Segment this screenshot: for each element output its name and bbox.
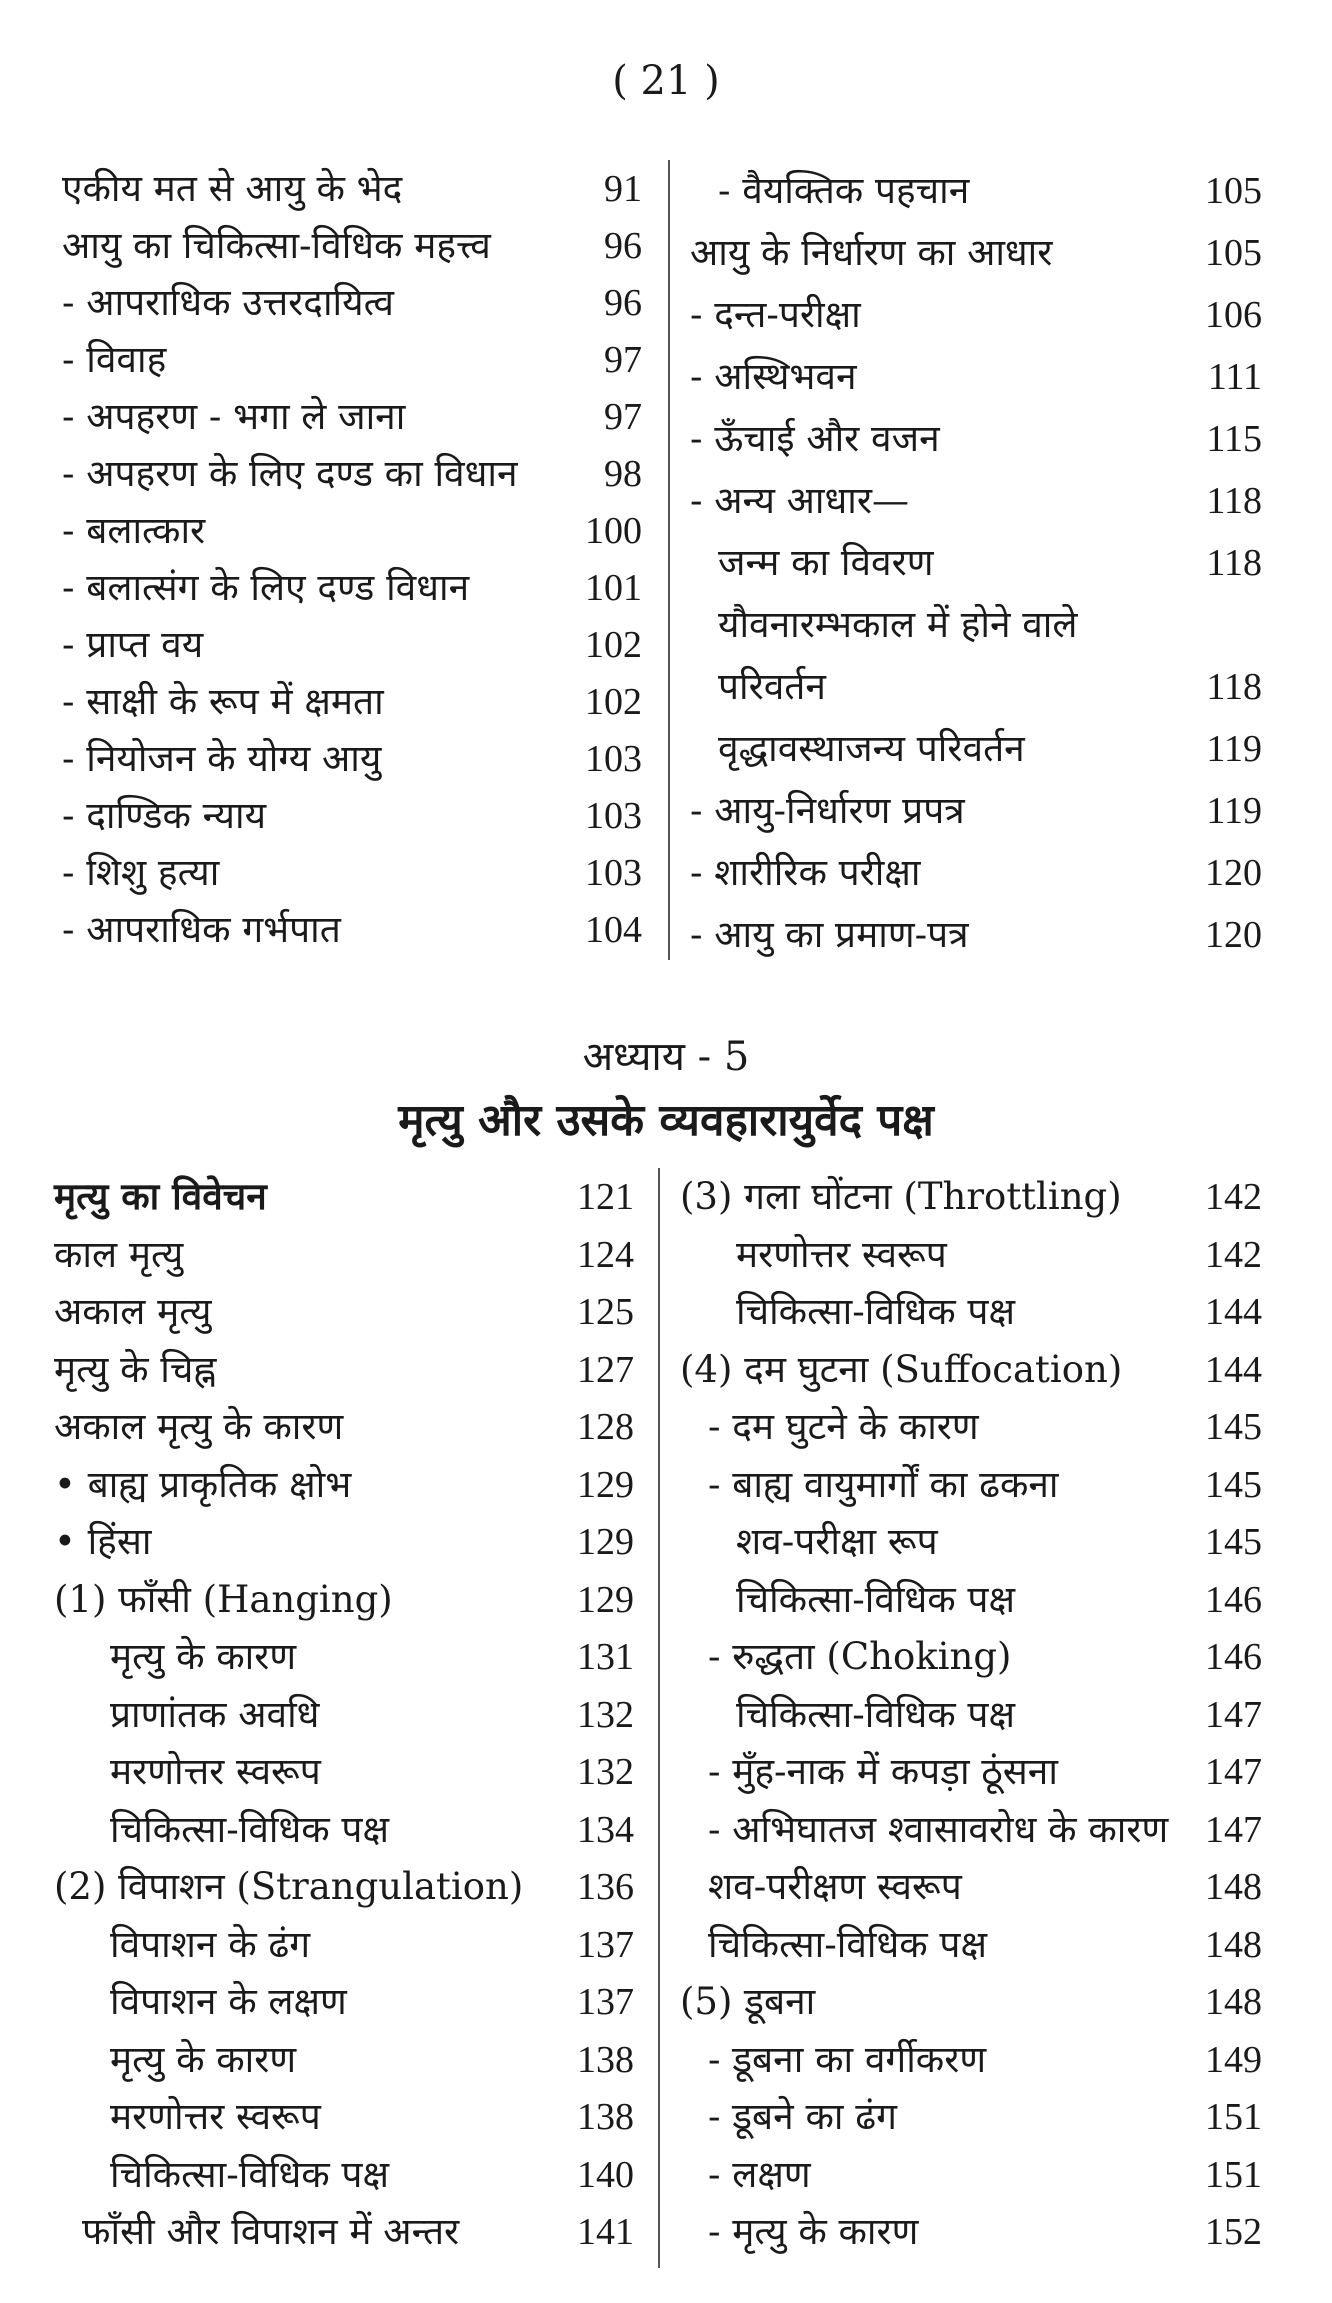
toc-entry-title: - लक्षण	[708, 2152, 811, 2196]
toc-entry	[54, 1168, 634, 1226]
toc-entry	[680, 1858, 1262, 1916]
toc-entry	[54, 1973, 634, 2031]
toc-entry	[680, 1686, 1262, 1744]
toc-entry	[54, 1858, 634, 1916]
toc-entry-title: चिकित्सा-विधिक पक्ष	[736, 1577, 1015, 1621]
toc-entry-page: 138	[577, 2038, 634, 2081]
toc-entry	[690, 160, 1262, 222]
toc-entry-page: 132	[577, 1693, 634, 1736]
toc-entry-page: 98	[604, 453, 642, 495]
toc-entry-title: - बलात्कार	[62, 509, 206, 552]
toc-entry-title: - दन्त-परीक्षा	[690, 293, 861, 336]
toc-entry	[680, 1456, 1262, 1514]
toc-entry	[54, 1513, 634, 1571]
toc-bottom-right-column	[680, 1168, 1262, 2261]
toc-entry	[690, 222, 1262, 284]
toc-entry-title: - आयु-निर्धारण प्रपत्र	[690, 789, 965, 832]
toc-entry-page: 145	[1205, 1463, 1262, 1506]
toc-entry-title: - विवाह	[62, 338, 167, 381]
toc-entry	[54, 2031, 634, 2089]
toc-entry-page: 127	[577, 1348, 634, 1391]
toc-entry-page: 136	[577, 1866, 634, 1908]
toc-entry-page: 148	[1205, 1866, 1262, 1908]
toc-entry-page: 120	[1205, 852, 1262, 894]
toc-entry-title: मृत्यु के कारण	[110, 1635, 297, 1678]
toc-entry-title: प्राणांतक अवधि	[110, 1692, 320, 1736]
toc-entry-page: 145	[1205, 1406, 1262, 1448]
toc-entry	[690, 904, 1262, 966]
toc-entry-title: आयु के निर्धारण का आधार	[690, 231, 1053, 274]
toc-entry	[62, 673, 642, 730]
toc-entry-page: 106	[1205, 294, 1262, 336]
toc-entry	[690, 532, 1262, 594]
toc-entry-title: चिकित्सा-विधिक पक्ष	[708, 1922, 987, 1966]
toc-entry-title: (3) गला घोंटना (Throttling)	[680, 1175, 1122, 1218]
toc-entry-page: 147	[1205, 1808, 1262, 1851]
toc-entry-page: 146	[1205, 1578, 1262, 1621]
toc-entry	[680, 1283, 1262, 1341]
toc-entry-page: 118	[1206, 542, 1262, 584]
toc-entry	[62, 502, 642, 559]
toc-entry	[62, 274, 642, 331]
toc-entry	[62, 901, 642, 958]
toc-entry-title: चिकित्सा-विधिक पक्ष	[736, 1290, 1015, 1333]
toc-entry-page: 119	[1206, 728, 1262, 770]
toc-entry-title: - आपराधिक गर्भपात	[62, 908, 341, 951]
toc-entry-title: - अन्य आधार—	[690, 479, 909, 522]
toc-entry-title: - डूबने का ढंग	[708, 2095, 897, 2138]
toc-entry-page: 97	[604, 396, 642, 438]
toc-entry-page: 147	[1205, 1693, 1262, 1736]
toc-entry	[680, 1513, 1262, 1571]
toc-entry-title: - रुद्धता (Choking)	[708, 1635, 1012, 1678]
toc-entry-page: 111	[1207, 356, 1262, 398]
toc-entry-title: - आयु का प्रमाण-पत्र	[690, 913, 969, 956]
toc-entry-page: 118	[1206, 666, 1262, 708]
toc-entry-page: 96	[604, 225, 642, 267]
toc-entry-page: 137	[577, 1923, 634, 1966]
toc-entry-page: 138	[577, 2096, 634, 2138]
toc-entry	[680, 1341, 1262, 1399]
toc-entry-title: - वैयक्तिक पहचान	[718, 169, 970, 212]
toc-entry	[62, 844, 642, 901]
toc-entry-page: 124	[577, 1233, 634, 1276]
toc-entry	[54, 2146, 634, 2204]
chapter-label: अध्याय - 5	[582, 1034, 750, 1080]
toc-entry	[680, 1916, 1262, 1974]
toc-entry-page: 115	[1206, 418, 1262, 460]
toc-entry	[62, 730, 642, 787]
toc-entry-title: मृत्यु के चिह्न	[54, 1347, 217, 1391]
toc-entry-title: - शारीरिक परीक्षा	[690, 851, 921, 894]
toc-entry-title: - बाह्य वायुमार्गों का ढकना	[708, 1462, 1059, 1506]
toc-entry	[54, 2203, 634, 2261]
toc-entry-title: - दम घुटने के कारण	[708, 1405, 979, 1448]
toc-entry	[680, 2088, 1262, 2146]
toc-entry	[62, 787, 642, 844]
toc-entry-page: 121	[577, 1176, 634, 1218]
toc-entry-title: आयु का चिकित्सा-विधिक महत्त्व	[62, 224, 491, 267]
toc-entry-page: 91	[604, 168, 642, 210]
toc-entry-title: (4) दम घुटना (Suffocation)	[680, 1347, 1123, 1391]
toc-entry	[680, 1801, 1262, 1859]
toc-entry-page: 134	[577, 1808, 634, 1851]
toc-entry-title: विपाशन के लक्षण	[110, 1980, 347, 2023]
toc-entry-page: 105	[1205, 232, 1262, 274]
toc-entry-page: 141	[577, 2211, 634, 2253]
toc-entry	[690, 842, 1262, 904]
toc-entry	[680, 1973, 1262, 2031]
toc-entry-title: - बलात्संग के लिए दण्ड विधान	[62, 566, 470, 609]
toc-entry-title: (5) डूबना	[680, 1980, 816, 2023]
toc-entry-title: - ऊँचाई और वजन	[690, 417, 940, 460]
toc-entry-title: - मुँह-नाक में कपड़ा ठूंसना	[708, 1750, 1058, 1793]
toc-entry-page: 125	[577, 1291, 634, 1333]
toc-entry-title: - दाण्डिक न्याय	[62, 794, 267, 837]
toc-entry	[62, 160, 642, 217]
toc-entry-page: 104	[585, 909, 642, 951]
toc-entry-title: - मृत्यु के कारण	[708, 2210, 919, 2253]
toc-entry-page: 140	[577, 2153, 634, 2196]
toc-entry-page: 120	[1205, 914, 1262, 956]
toc-entry-page: 103	[585, 738, 642, 780]
column-divider-top	[668, 160, 670, 960]
toc-entry-title: मरणोत्तर स्वरूप	[736, 1232, 947, 1276]
toc-entry-title: चिकित्सा-विधिक पक्ष	[736, 1692, 1015, 1736]
toc-entry-title: शव-परीक्षण स्वरूप	[708, 1865, 962, 1908]
toc-entry	[54, 2088, 634, 2146]
toc-entry	[680, 1628, 1262, 1686]
toc-entry-page: 119	[1206, 790, 1262, 832]
toc-entry-title: एकीय मत से आयु के भेद	[62, 167, 403, 210]
toc-entry-page: 96	[604, 282, 642, 324]
toc-entry-page: 148	[1205, 1923, 1262, 1966]
toc-entry-title: अकाल मृत्यु के कारण	[54, 1405, 344, 1448]
toc-entry-title: मरणोत्तर स्वरूप	[110, 2095, 321, 2138]
toc-entry	[680, 1168, 1262, 1226]
toc-entry-page: 142	[1205, 1176, 1262, 1218]
toc-entry-title: चिकित्सा-विधिक पक्ष	[110, 1807, 389, 1851]
toc-entry-title: - शिशु हत्या	[62, 851, 220, 894]
toc-entry	[62, 559, 642, 616]
toc-entry-title: यौवनारम्भकाल में होने वाले	[718, 603, 1078, 646]
page-number: ( 21 )	[612, 58, 720, 104]
toc-entry	[680, 1398, 1262, 1456]
toc-entry-title: फाँसी और विपाशन में अन्तर	[82, 2210, 460, 2253]
toc-entry-page: 129	[577, 1521, 634, 1563]
toc-entry-title: वृद्धावस्थाजन्य परिवर्तन	[718, 727, 1025, 770]
toc-entry	[680, 2203, 1262, 2261]
toc-entry-page: 132	[577, 1751, 634, 1793]
toc-entry-title: - अभिघातज श्वासावरोध के कारण	[708, 1807, 1169, 1851]
toc-entry	[680, 1743, 1262, 1801]
toc-entry-page: 151	[1205, 2096, 1262, 2138]
toc-entry	[54, 1283, 634, 1341]
toc-entry-title: अकाल मृत्यु	[54, 1290, 212, 1333]
toc-entry	[680, 1571, 1262, 1629]
toc-entry-title: - साक्षी के रूप में क्षमता	[62, 680, 384, 723]
toc-entry	[54, 1456, 634, 1514]
toc-top-right-column	[690, 160, 1262, 966]
toc-top-left-column	[62, 160, 642, 958]
chapter-title: मृत्यु और उसके व्यवहारायुर्वेद पक्ष	[398, 1095, 934, 1146]
toc-entry-page: 131	[577, 1636, 634, 1678]
toc-entry-page: 144	[1205, 1291, 1262, 1333]
toc-entry	[62, 217, 642, 274]
toc-bottom-section	[0, 1168, 1332, 2278]
toc-entry-page: 97	[604, 339, 642, 381]
toc-entry-title: • बाह्य प्राकृतिक क्षोभ	[54, 1462, 352, 1506]
toc-entry	[690, 594, 1262, 656]
toc-entry-page: 103	[585, 852, 642, 894]
toc-entry	[690, 408, 1262, 470]
toc-entry-title: - आपराधिक उत्तरदायित्व	[62, 281, 394, 324]
toc-entry-title: - डूबना का वर्गीकरण	[708, 2037, 987, 2081]
toc-entry-title: - अपहरण के लिए दण्ड का विधान	[62, 452, 518, 495]
toc-entry-page: 152	[1205, 2211, 1262, 2253]
toc-entry-page: 100	[585, 510, 642, 552]
toc-entry-title: (1) फाँसी (Hanging)	[54, 1577, 393, 1621]
toc-entry-title: - अस्थिभवन	[690, 355, 857, 398]
toc-entry-title: चिकित्सा-विधिक पक्ष	[110, 2152, 389, 2196]
toc-entry-page: 129	[577, 1578, 634, 1621]
toc-entry	[54, 1916, 634, 1974]
toc-entry-page: 101	[585, 567, 642, 609]
toc-entry-page: 102	[585, 624, 642, 666]
toc-entry	[54, 1398, 634, 1456]
toc-entry-title: शव-परीक्षा रूप	[736, 1520, 938, 1563]
toc-entry	[54, 1743, 634, 1801]
toc-entry-title: - अपहरण - भगा ले जाना	[62, 395, 406, 438]
toc-entry-page: 144	[1205, 1348, 1262, 1391]
toc-top-section	[0, 160, 1332, 960]
toc-entry	[690, 780, 1262, 842]
toc-entry-page: 145	[1205, 1521, 1262, 1563]
toc-entry	[54, 1686, 634, 1744]
toc-entry	[54, 1226, 634, 1284]
toc-entry-title: मरणोत्तर स्वरूप	[110, 1750, 321, 1793]
toc-entry	[62, 445, 642, 502]
toc-entry	[62, 616, 642, 673]
toc-entry-page: 103	[585, 795, 642, 837]
toc-entry-page: 118	[1206, 480, 1262, 522]
toc-bottom-left-column	[54, 1168, 634, 2261]
toc-entry-title: - प्राप्त वय	[62, 623, 204, 666]
toc-entry-page: 148	[1205, 1981, 1262, 2023]
toc-entry	[62, 388, 642, 445]
toc-entry-title: मृत्यु के कारण	[110, 2037, 297, 2081]
toc-entry-title: काल मृत्यु	[54, 1232, 184, 1276]
toc-entry	[680, 2031, 1262, 2089]
column-divider-bottom	[658, 1168, 660, 2268]
toc-entry-title: (2) विपाशन (Strangulation)	[54, 1865, 524, 1908]
toc-entry	[62, 331, 642, 388]
toc-entry	[690, 656, 1262, 718]
toc-entry	[690, 284, 1262, 346]
toc-entry-title: जन्म का विवरण	[718, 541, 934, 584]
toc-entry-title: मृत्यु का विवेचन	[54, 1174, 267, 1218]
toc-entry-page: 102	[585, 681, 642, 723]
toc-entry	[680, 2146, 1262, 2204]
toc-entry-page: 142	[1205, 1233, 1262, 1276]
toc-entry	[54, 1341, 634, 1399]
toc-entry	[680, 1226, 1262, 1284]
toc-entry-page: 128	[577, 1406, 634, 1448]
toc-entry-title: - नियोजन के योग्य आयु	[62, 737, 382, 780]
toc-entry-page: 105	[1205, 170, 1262, 212]
toc-entry-page: 146	[1205, 1636, 1262, 1678]
toc-entry-title: • हिंसा	[54, 1520, 152, 1563]
toc-entry-page: 129	[577, 1463, 634, 1506]
toc-entry	[690, 718, 1262, 780]
toc-entry-title: विपाशन के ढंग	[110, 1922, 311, 1966]
toc-entry-page: 147	[1205, 1751, 1262, 1793]
toc-entry-page: 149	[1205, 2038, 1262, 2081]
toc-entry	[690, 346, 1262, 408]
toc-entry	[54, 1801, 634, 1859]
toc-entry	[54, 1571, 634, 1629]
toc-entry-page: 151	[1205, 2153, 1262, 2196]
toc-entry	[690, 470, 1262, 532]
toc-entry-title: परिवर्तन	[718, 665, 826, 708]
toc-entry-page: 137	[577, 1981, 634, 2023]
toc-entry	[54, 1628, 634, 1686]
